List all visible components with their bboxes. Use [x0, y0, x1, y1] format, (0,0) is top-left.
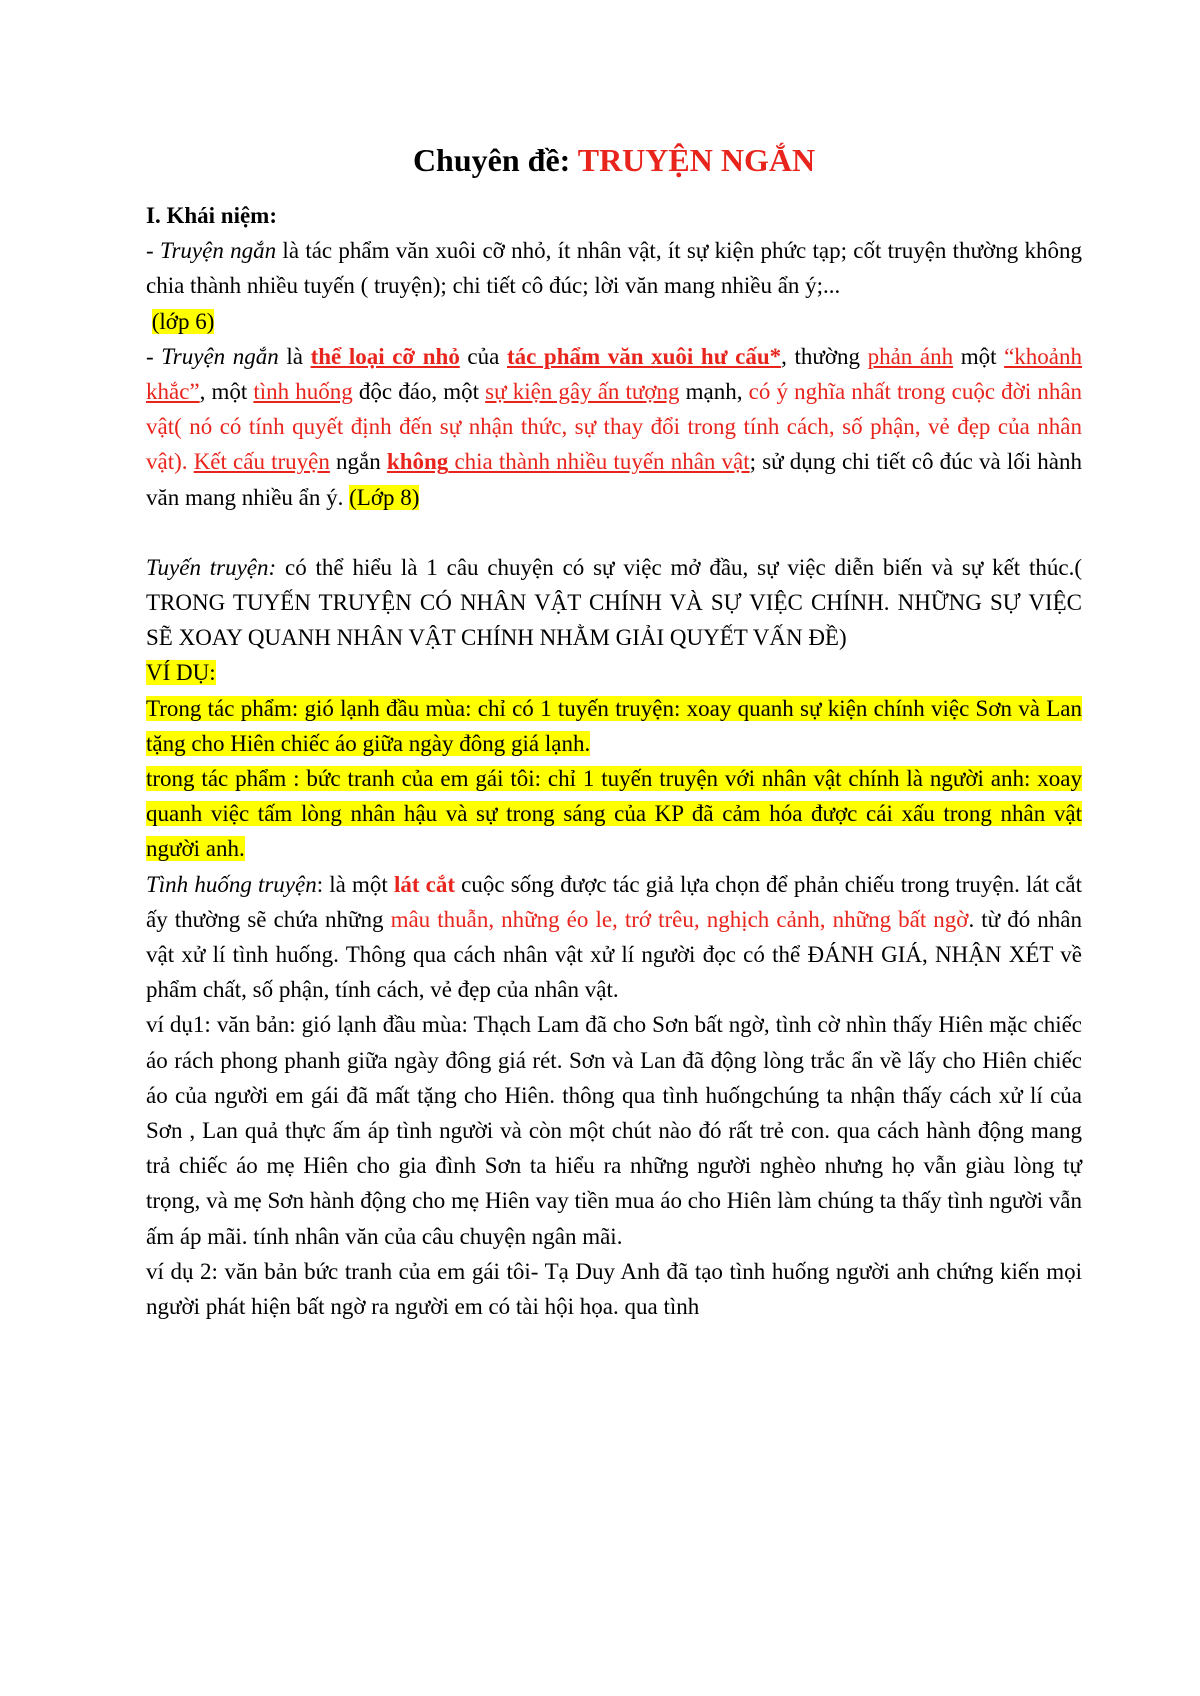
- section-heading: I. Khái niệm:: [146, 203, 277, 228]
- keyword-khoanh-khac: “khoảnh khắc”: [146, 343, 1083, 405]
- keyword-tinh-huong: tình huống: [253, 379, 353, 405]
- keyword-lat-cat: lát cắt: [393, 871, 455, 897]
- tuyen-truyen-paragraph: [146, 550, 1082, 656]
- keyword-tac-pham: tác phẩm văn xuôi hư cấu*: [506, 343, 782, 369]
- term-tuyen-truyen: Tuyến truyện:: [146, 554, 277, 580]
- grade-8-label: (Lớp 8): [349, 484, 420, 510]
- title-prefix: Chuyên đề:: [412, 142, 578, 178]
- dash: -: [146, 238, 160, 264]
- text-segment: một: [953, 343, 1005, 369]
- example-1: Trong tác phẩm: gió lạnh đầu mùa: chỉ có 1 tuyến truyện: xoay quanh sự kiện chính việc Sơn và Lan tặng cho Hiên chiếc áo giữa ngày đông giá lạnh.: [146, 695, 1082, 756]
- keyword-phan-anh: phản ánh: [867, 343, 954, 369]
- text-segment: : là một: [316, 871, 394, 897]
- example-2-line: [146, 761, 1082, 867]
- text-segment: độc đáo, một: [352, 379, 486, 405]
- red-sentence: có ý nghĩa nhất trong cuộc đời nhân vật( nó có tính quyết định đến sự nhận thức, sự thay đổi trong tính cách, số phận, vẻ đẹp của nhân vật).: [146, 379, 1083, 475]
- vi-du-label: VÍ DỤ:: [146, 660, 216, 686]
- keyword-khong: không: [386, 449, 449, 475]
- tinh-huong-paragraph: [146, 867, 1082, 1008]
- text-segment: cuộc sống được tác giả lựa chọn để phản chiếu trong truyện. lát cắt ấy thường sẽ chứa những: [146, 871, 1082, 932]
- keyword-chia-tuyen: chia thành nhiều tuyến nhân vật: [448, 449, 750, 475]
- term-tinh-huong: Tình huống truyện: [146, 871, 317, 897]
- term-truyen-ngan: Truyện ngắn: [159, 238, 277, 264]
- text-segment: mạnh,: [679, 379, 749, 405]
- red-phrase: mâu thuẫn, những éo le, trớ trêu, nghịch cảnh, những bất ngờ: [390, 906, 969, 932]
- example-2: trong tác phẩm : bức tranh của em gái tôi: chỉ 1 tuyến truyện với nhân vật chính là người anh: xoay quanh việc tấm lòng nhân hậu và sự trong sáng của KP đã cảm hóa được cái xấu trong nhân vật người anh.: [146, 766, 1082, 862]
- keyword-ket-cau: Kết cấu truyện: [193, 449, 330, 475]
- definition-paragraph-1: [146, 233, 1082, 303]
- keyword-su-kien: sự kiện gây ấn tượng: [485, 379, 680, 405]
- grade-6-line: [146, 304, 1082, 339]
- text-segment: , một: [199, 379, 254, 405]
- text-segment: , thường: [781, 343, 868, 369]
- keyword-the-loai: thể loại cỡ nhỏ: [310, 343, 460, 369]
- vi-du-1-paragraph: ví dụ1: văn bản: gió lạnh đầu mùa: Thạch Lam đã cho Sơn bất ngờ, tình cờ nhìn thấy Hiên mặc chiếc áo rách phong phanh giữa ngày đông giá rét. Sơn và Lan đã động lòng trắc ẩn về lấy cho Hiên chiếc áo của người em gái đã mất tặng cho Hiên. thông qua tình huốngchúng ta nhận thấy cách xử lí của Sơn , Lan quả thực ấm áp tình người và còn một chút nào đó rất trẻ con. qua cách hành động mang trả chiếc áo mẹ Hiên cho gia đình Sơn ta hiểu ra những người nghèo nhưng họ vẫn giàu lòng tự trọng, và mẹ Sơn hành động cho mẹ Hiên vay tiền mua áo cho Hiên làm chúng ta thấy tình người vẫn ấm áp mãi. tính nhân văn của câu chuyện ngân mãi.: [146, 1012, 1082, 1249]
- title-topic: TRUYỆN NGẮN: [577, 142, 816, 178]
- text-segment: là: [278, 343, 311, 369]
- vi-du-label-line: [146, 655, 1082, 690]
- definition-text: là tác phẩm văn xuôi cỡ nhỏ, ít nhân vật, ít sự kiện phức tạp; cốt truyện thường không chia thành nhiều tuyến ( truyện); chi tiết cô đúc; lời văn mang nhiều ẩn ý;...: [146, 238, 1082, 299]
- blank-line: [146, 515, 1082, 550]
- dash: -: [146, 343, 162, 369]
- text-segment: của: [459, 343, 507, 369]
- term-truyen-ngan: Truyện ngắn: [161, 343, 279, 369]
- page-title: [146, 140, 1082, 180]
- text-segment: ; sử dụng chi tiết cô đúc và lối hành văn mang nhiều ẩn ý.: [146, 449, 1082, 510]
- example-1-line: [146, 691, 1082, 761]
- tuyen-truyen-text: có thể hiểu là 1 câu chuyện có sự việc mở đầu, sự việc diễn biến và sự kết thúc.( TRONG TUYẾN TRUYỆN CÓ NHÂN VẬT CHÍNH VÀ SỰ VIỆC CHÍNH. NHỮNG SỰ VIỆC SẼ XOAY QUANH NHÂN VẬT CHÍNH NHẰM GIẢI QUYẾT VẤN ĐỀ): [146, 554, 1083, 651]
- text-segment: ngắn: [329, 449, 387, 475]
- definition-paragraph-2: [146, 339, 1082, 515]
- vi-du-2-paragraph: ví dụ 2: văn bản bức tranh của em gái tôi- Tạ Duy Anh đã tạo tình huống người anh chứng kiến mọi người phát hiện bất ngờ ra người em có tài hội họa. qua tình: [146, 1258, 1082, 1320]
- text-segment: . từ đó nhân vật xử lí tình huống. Thông qua cách nhân vật xử lí người đọc có thể ĐÁNH GIÁ, NHẬN XÉT về phẩm chất, số phận, tính cách, vẻ đẹp của nhân vật.: [146, 906, 1082, 1003]
- grade-6-label: (lớp 6): [151, 308, 215, 334]
